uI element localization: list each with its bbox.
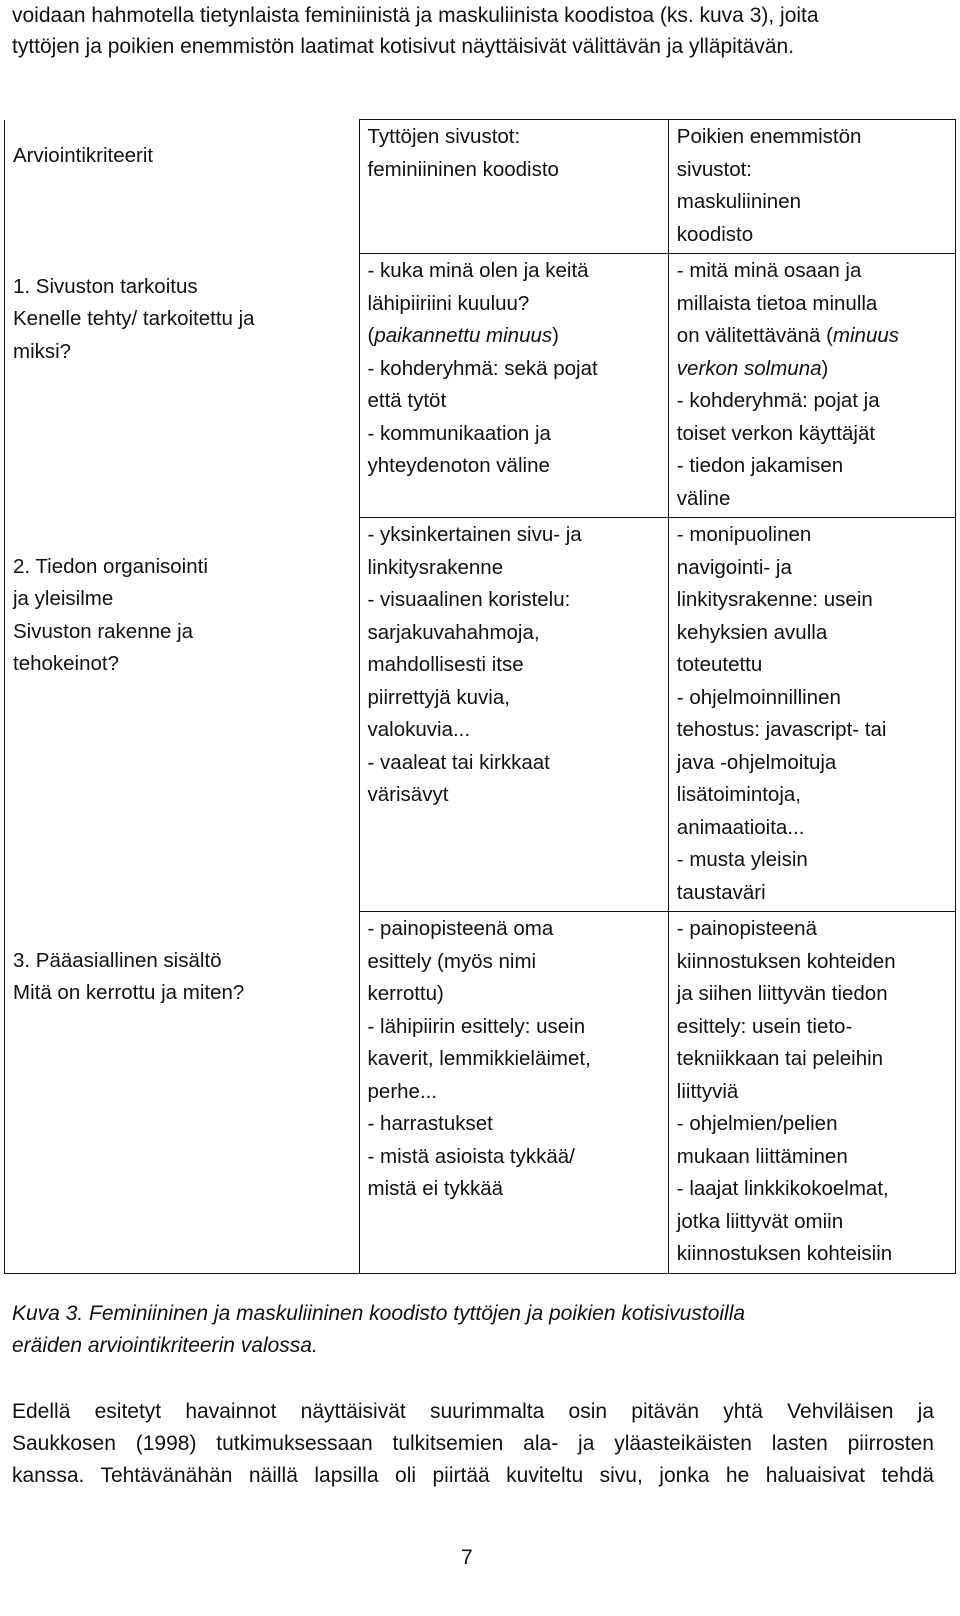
girls-cell: [359, 254, 668, 518]
page-number: 7: [461, 1546, 473, 1569]
header-criteria-cell: [5, 120, 360, 254]
girls-line: että tytöt: [367, 389, 447, 412]
caption-line: Kuva 3. Feminiininen ja maskuliininen koodisto tyttöjen ja poikien kotisivustoilla: [12, 1302, 746, 1325]
header-girls-line: Tyttöjen sivustot:: [367, 125, 521, 148]
girls-line: linkitysrakenne: [367, 555, 504, 579]
header-girls-line: feminiininen koodisto: [367, 157, 559, 181]
boys-line: - monipuolinen: [676, 523, 812, 546]
girls-line: - painopisteenä oma: [367, 917, 554, 940]
criteria-line: miksi?: [13, 339, 72, 363]
boys-line: millaista tietoa minulla: [676, 291, 878, 315]
boys-line: - ohjelmoinnillinen: [676, 685, 841, 709]
girls-line: lähipiiriini kuuluu?: [367, 291, 530, 315]
table-row: [5, 912, 956, 1274]
intro-line: tyttöjen ja poikien enemmistön laatimat kotisivut näyttäisivät välittävän ja ylläpitävän.: [12, 35, 795, 58]
boys-line: - kohderyhmä: pojat ja: [676, 389, 880, 412]
header-boys-line: sivustot:: [676, 157, 752, 181]
paragraph-line: kanssa. Tehtävänähän näillä lapsilla oli piirtää kuviteltu sivu, jonka he haluaisivat tehdä: [12, 1464, 934, 1487]
girls-line: sarjakuvahahmoja,: [367, 620, 540, 644]
girls-line: mahdollisesti itse: [367, 653, 524, 676]
criteria-line: ja yleisilme: [13, 587, 114, 610]
girls-line: mistä ei tykkää: [367, 1177, 504, 1200]
boys-line: mukaan liittäminen: [676, 1144, 848, 1168]
boys-line: jotka liittyvät omiin: [676, 1209, 844, 1233]
girls-line: - harrastukset: [367, 1112, 493, 1135]
criteria-line: Sivuston rakenne ja: [13, 619, 194, 643]
boys-line: esittely: usein tieto-: [676, 1014, 853, 1038]
boys-line: - ohjelmien/pelien: [676, 1112, 838, 1135]
girls-line: - visuaalinen koristelu:: [367, 588, 571, 611]
boys-cell: [668, 518, 955, 912]
girls-line: esittely (myös nimi: [367, 949, 537, 973]
criteria-line: tehokeinot?: [13, 652, 120, 675]
boys-line: - painopisteenä: [676, 917, 817, 940]
girls-line: yhteydenoton väline: [367, 454, 550, 477]
criteria-cell: [5, 518, 360, 912]
boys-line: tehostus: javascript- tai: [676, 718, 887, 741]
girls-line: kerrottu): [367, 982, 444, 1005]
girls-line: - mistä asioista tykkää/: [367, 1144, 575, 1168]
girls-line: (paikannettu minuus): [367, 324, 559, 347]
boys-line: kiinnostuksen kohteiden: [676, 949, 896, 973]
boys-line: kehyksien avulla: [676, 620, 828, 644]
girls-line: piirrettyjä kuvia,: [367, 685, 510, 709]
criteria-cell: [5, 254, 360, 518]
boys-line: tekniikkaan tai peleihin: [676, 1047, 884, 1070]
girls-line: värisävyt: [367, 783, 449, 806]
criteria-line: 3. Pääasiallinen sisältö: [13, 948, 222, 972]
boys-line: kiinnostuksen kohteisiin: [676, 1242, 893, 1265]
header-boys-line: koodisto: [676, 222, 754, 246]
caption-line: eräiden arviointikriteerin valossa.: [12, 1334, 318, 1357]
boys-line: lisätoimintoja,: [676, 783, 801, 806]
girls-line: kaverit, lemmikkieläimet,: [367, 1047, 591, 1070]
criteria-line: Kenelle tehty/ tarkoitettu ja: [13, 307, 255, 330]
boys-line: liittyviä: [676, 1079, 739, 1103]
girls-cell: [359, 518, 668, 912]
girls-line: - vaaleat tai kirkkaat: [367, 750, 550, 774]
boys-line: - laajat linkkikokoelmat,: [676, 1177, 889, 1200]
paragraph-line: Saukkosen (1998) tutkimuksessaan tulkitsemien ala- ja yläasteikäisten lasten piirrosten: [12, 1432, 934, 1455]
table-header-row: [5, 120, 956, 254]
header-boys-cell: [668, 120, 955, 254]
girls-line: valokuvia...: [367, 718, 471, 741]
intro-line: voidaan hahmotella tietynlaista feminiinistä ja maskuliinista koodistoa (ks. kuva 3), joita: [12, 4, 819, 27]
header-boys-line: Poikien enemmistön: [676, 125, 862, 148]
boys-line: - mitä minä osaan ja: [676, 259, 862, 282]
boys-line: on välitettävänä (minuus: [676, 324, 900, 347]
girls-cell: [359, 912, 668, 1274]
boys-line: animaatioita...: [676, 815, 805, 839]
paragraph-line: Edellä esitetyt havainnot näyttäisivät suurimmalta osin pitävän yhtä Vehviläisen ja: [12, 1400, 934, 1423]
boys-line: verkon solmuna): [676, 356, 829, 380]
boys-line: - musta yleisin: [676, 848, 808, 871]
girls-line: - kuka minä olen ja keitä: [367, 259, 589, 282]
boys-line: toteutettu: [676, 653, 763, 676]
header-girls-cell: [359, 120, 668, 254]
girls-line: - kommunikaation ja: [367, 421, 551, 445]
header-boys-line: maskuliininen: [676, 190, 801, 213]
boys-line: taustaväri: [676, 880, 766, 904]
boys-line: ja siihen liittyvän tiedon: [676, 982, 888, 1005]
boys-line: linkitysrakenne: usein: [676, 588, 873, 611]
boys-line: java -ohjelmoituja: [676, 750, 837, 774]
boys-line: - tiedon jakamisen: [676, 454, 844, 477]
criteria-line: 2. Tiedon organisointi: [13, 554, 208, 578]
intro-text: [12, 0, 947, 62]
table-row: [5, 254, 956, 518]
criteria-table: [4, 119, 956, 1274]
girls-line: - yksinkertainen sivu- ja: [367, 523, 582, 546]
girls-line: - kohderyhmä: sekä pojat: [367, 356, 598, 380]
table-row: [5, 518, 956, 912]
boys-line: väline: [676, 486, 731, 510]
criteria-line: 1. Sivuston tarkoitus: [13, 274, 198, 298]
girls-line: - lähipiirin esittely: usein: [367, 1014, 586, 1038]
body-paragraph: [12, 1396, 934, 1492]
boys-cell: [668, 254, 955, 518]
criteria-cell: [5, 912, 360, 1274]
boys-line: navigointi- ja: [676, 555, 792, 579]
figure-caption: [12, 1298, 947, 1362]
boys-line: toiset verkon käyttäjät: [676, 421, 876, 445]
header-criteria: Arviointikriteerit: [13, 143, 154, 167]
criteria-line: Mitä on kerrottu ja miten?: [13, 981, 245, 1004]
girls-line: perhe...: [367, 1079, 438, 1103]
boys-cell: [668, 912, 955, 1274]
